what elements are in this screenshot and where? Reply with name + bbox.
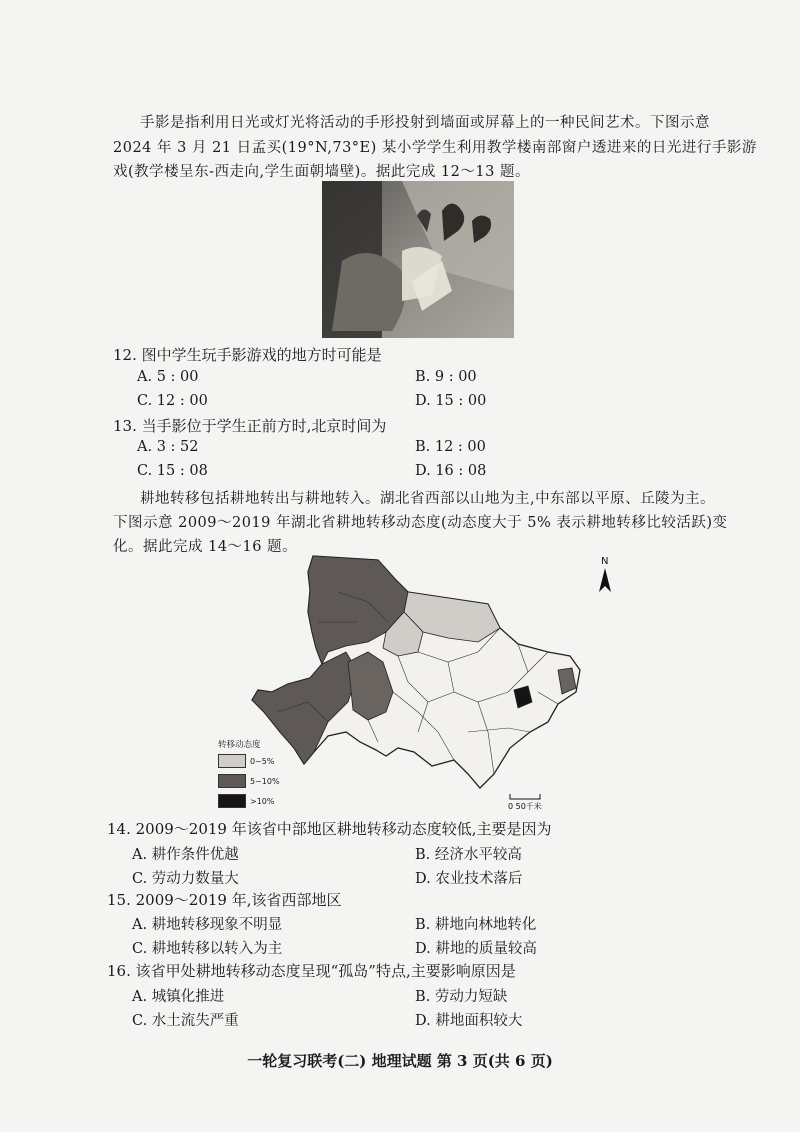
- intro2-line-3: 化。据此完成 14～16 题。: [113, 539, 298, 555]
- map-legend: [218, 738, 288, 814]
- legend-label-mid: 5~10%: [250, 776, 280, 786]
- intro1-line-2: 2024 年 3 月 21 日孟买(19°N,73°E) 某小学学生利用教学楼南部窗户透进来的日光进行手影游: [113, 140, 757, 156]
- question-12-option-d[interactable]: D. 15 : 00: [415, 393, 487, 409]
- map-marker-jia: 甲: [518, 694, 529, 707]
- question-14-stem: 14. 2009～2019 年该省中部地区耕地转移动态度较低,主要是因为: [107, 820, 552, 838]
- question-13-stem: 13. 当手影位于学生正前方时,北京时间为: [113, 417, 387, 435]
- question-14-option-c[interactable]: C. 劳动力数量大: [132, 871, 239, 887]
- question-13-option-c[interactable]: C. 15 : 08: [137, 463, 208, 479]
- question-16-stem: 16. 该省甲处耕地转移动态度呈现“孤岛”特点,主要影响原因是: [107, 962, 516, 980]
- question-12-stem: 12. 图中学生玩手影游戏的地方时可能是: [113, 346, 382, 364]
- question-12-option-a[interactable]: A. 5 : 00: [137, 369, 199, 385]
- hand-shadow-photo: [322, 181, 514, 338]
- intro1-line-3: 戏(教学楼呈东-西走向,学生面朝墙壁)。据此完成 12～13 题。: [113, 164, 530, 180]
- page-footer: 一轮复习联考(二) 地理试题 第 3 页(共 6 页): [247, 1052, 553, 1070]
- question-12-option-c[interactable]: C. 12 : 00: [137, 393, 208, 409]
- question-16-option-d[interactable]: D. 耕地面积较大: [415, 1013, 523, 1029]
- question-16-option-a[interactable]: A. 城镇化推进: [132, 989, 225, 1005]
- question-15-option-c[interactable]: C. 耕地转移以转入为主: [132, 941, 283, 957]
- scale-label: 0 50千米: [508, 802, 542, 811]
- legend-swatch-high: [218, 794, 246, 808]
- legend-title: 转移动态度: [218, 740, 261, 750]
- question-15-stem: 15. 2009～2019 年,该省西部地区: [107, 891, 342, 909]
- north-label: N: [601, 556, 609, 567]
- legend-label-high: >10%: [250, 796, 275, 806]
- legend-swatch-mid: [218, 774, 246, 788]
- intro2-line-2: 下图示意 2009～2019 年湖北省耕地转移动态度(动态度大于 5% 表示耕地转移比较活跃)变: [113, 515, 728, 531]
- legend-item-high: [218, 794, 288, 808]
- legend-item-mid: [218, 774, 288, 788]
- question-12-option-b[interactable]: B. 9 : 00: [415, 369, 477, 385]
- question-15-option-a[interactable]: A. 耕地转移现象不明显: [132, 917, 283, 933]
- question-15-option-b[interactable]: B. 耕地向林地转化: [415, 917, 537, 933]
- question-16-option-b[interactable]: B. 劳动力短缺: [415, 989, 508, 1005]
- question-14-option-d[interactable]: D. 农业技术落后: [415, 871, 523, 887]
- question-15-option-d[interactable]: D. 耕地的质量较高: [415, 941, 537, 957]
- legend-label-low: 0~5%: [250, 756, 275, 766]
- question-14-option-a[interactable]: A. 耕作条件优越: [132, 847, 239, 863]
- question-13-option-b[interactable]: B. 12 : 00: [415, 439, 486, 455]
- scale-bar: [510, 794, 540, 799]
- question-13-option-a[interactable]: A. 3 : 52: [137, 439, 199, 455]
- intro1-line-1: 手影是指利用日光或灯光将活动的手形投射到墙面或屏幕上的一种民间艺术。下图示意: [140, 115, 710, 131]
- intro2-line-1: 耕地转移包括耕地转出与耕地转入。湖北省西部以山地为主,中东部以平原、丘陵为主。: [140, 491, 716, 507]
- north-arrow-icon: [599, 568, 611, 592]
- question-16-option-c[interactable]: C. 水土流失严重: [132, 1013, 239, 1029]
- question-13-option-d[interactable]: D. 16 : 08: [415, 463, 487, 479]
- question-14-option-b[interactable]: B. 经济水平较高: [415, 847, 522, 863]
- legend-swatch-low: [218, 754, 246, 768]
- legend-item-low: [218, 754, 288, 768]
